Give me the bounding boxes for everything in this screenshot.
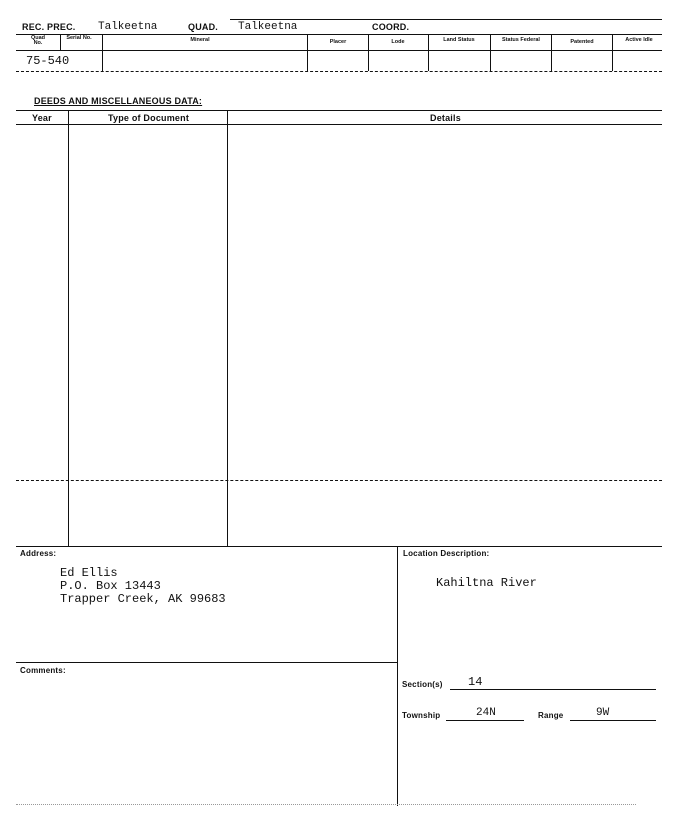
section-value: 14 [468,675,483,689]
range-underline [570,720,656,721]
section-label: Section(s) [402,680,443,689]
col-active-idle: Active Idle [625,37,653,43]
col-sep-2 [102,34,103,71]
col-sep-6 [490,34,491,71]
coord-label: COORD. [372,22,410,32]
col-sep-8 [612,34,613,71]
address-line-1: Ed Ellis [60,566,118,580]
col-mineral: Mineral [190,37,210,43]
deeds-col-year: Year [32,113,52,123]
section-underline [450,689,656,690]
address-line-2: P.O. Box 13443 [60,579,161,593]
col-serial-no: Serial No. [66,35,92,41]
address-line-3: Trapper Creek, AK 99683 [60,592,226,606]
col-lode: Lode [391,39,405,45]
col-placer: Placer [329,39,347,45]
deeds-col-type: Type of Document [108,113,190,123]
deeds-header-rule [16,124,662,125]
range-label: Range [538,711,564,720]
top-rule [230,19,662,20]
quad-value: Talkeetna [238,21,298,33]
col-sep-5 [428,34,429,71]
rec-prec-value: Talkeetna [98,21,158,33]
quad-label: QUAD. [188,22,218,32]
deeds-col-details: Details [430,113,461,123]
quad-no-value: 75-540 [26,54,70,68]
col-sep-7 [551,34,552,71]
col-quad-no: Quad No. [30,35,46,46]
location-label: Location Description: [403,549,490,558]
col-sep-3 [307,34,308,71]
comments-top-rule [16,662,397,663]
township-value: 24N [476,707,496,719]
col-sep-1 [60,34,61,50]
bottom-divider [397,546,398,806]
bottom-scan-artifact [16,804,636,805]
col-patented: Patented [570,39,594,45]
col-land-status: Land Status [443,37,475,43]
township-label: Township [402,711,441,720]
deeds-dashed-rule [16,480,662,481]
comments-label: Comments: [20,666,66,675]
rec-prec-label: REC. PREC. [22,22,76,32]
address-label: Address: [20,549,57,558]
bottom-section-top-rule [16,546,662,547]
col-sep-4 [368,34,369,71]
header-table-mid-rule [16,50,662,51]
header-table-bottom-rule [16,71,662,72]
deeds-section-title: DEEDS AND MISCELLANEOUS DATA: [34,96,203,106]
range-value: 9W [596,707,610,719]
header-table-top-rule [16,34,662,35]
col-status-federal: Status Federal [502,37,540,43]
location-value: Kahiltna River [436,576,537,590]
township-underline [446,720,524,721]
deeds-top-rule [16,110,662,111]
